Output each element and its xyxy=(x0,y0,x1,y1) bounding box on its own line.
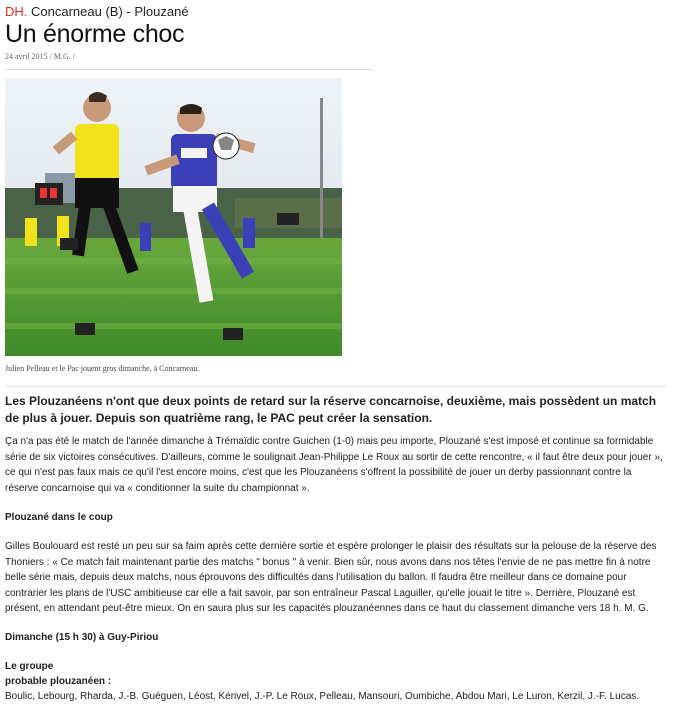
match-label: Concarneau (B) - Plouzané xyxy=(31,4,189,19)
paragraph-2: Gilles Boulouard est resté un peu sur sa faim après cette dernière sortie et espère prolonger le plaisir des résultats sur la pelouse de la réserve des Thoniers : « Ce match fait maintenant partie des matchs " bonus " à venir. Bien sûr, nous avons dans nos têtes l'envie de ne pas mettre fin à notre belle série mais, depuis deux matchs, nous éprouvons des difficultés dans l'utilisation du ballon. Il faudra être meilleur dans ce domaine pour contrarier les plans de l'USC ambitieuse car elle a fait savoir, par son entraîneur Pascal Laguiller, qu'elle jouait le titre ». Derrière, Plouzané est présent, en attendant peut-être mieux. On en saura plus sur les capacités plouzanéennes dans ce haut du classement dimanche vers 18 h. M. G. xyxy=(5,541,657,614)
subheading-1: Plouzané dans le coup xyxy=(5,512,113,523)
squad-heading-1: Le groupe xyxy=(5,660,54,672)
article-photo[interactable] xyxy=(5,78,342,356)
category-label[interactable]: DH. xyxy=(5,4,28,19)
article xyxy=(5,4,667,704)
subheading-2: Dimanche (15 h 30) à Guy-Piriou xyxy=(5,631,159,643)
article-lead: Les Plouzanéens n'ont que deux points de retard sur la réserve concarnoise, deuxième, mais possèdent un match de plus à jouer. Depuis son quatrième rang, le PAC peut créer la sensation. xyxy=(5,394,657,425)
squad-heading-2: probable plouzanéen : xyxy=(5,675,112,687)
paragraph-1: Ça n'a pas été le match de l'année dimanche à Trémaïdic contre Guichen (1-0) mais peu importe, Plouzané s'est imposé et continue sa formidable série de six victoires consécutives. D'ailleurs, comme le soulignait Jean-Philippe Le Roux au sortir de cette rencontre, « il faut être deux pour jouer », ce qui n'est pas faux mais ce qu'il l'est encore moins, c'est que les Plouzanéens s'offrent la possibilité de jouer un derby passionnant contre la réserve concarnoise qui va « conditionner la suite du championnat ». xyxy=(5,436,663,494)
kicker xyxy=(5,4,667,19)
article-meta xyxy=(5,52,373,70)
article-date: 24 avril 2015 xyxy=(5,52,48,61)
photo-illustration xyxy=(5,78,342,356)
article-title: Un énorme choc xyxy=(5,20,185,48)
photo-caption: Julien Pelleau et le Pac jouent gros dimanche, à Concarneau. xyxy=(5,364,200,373)
article-author: / M.G. / xyxy=(49,52,76,61)
squad-block xyxy=(5,659,667,705)
divider xyxy=(5,386,667,387)
squad-list: Boulic, Lebourg, Rharda, J.-B. Guéguen, Léost, Kérivel, J.-P. Le Roux, Pelleau, Mansouri, Oumbiche, Abdou Mari, Le Luron, Kerzil, J.-F. Lucas. xyxy=(5,690,640,702)
